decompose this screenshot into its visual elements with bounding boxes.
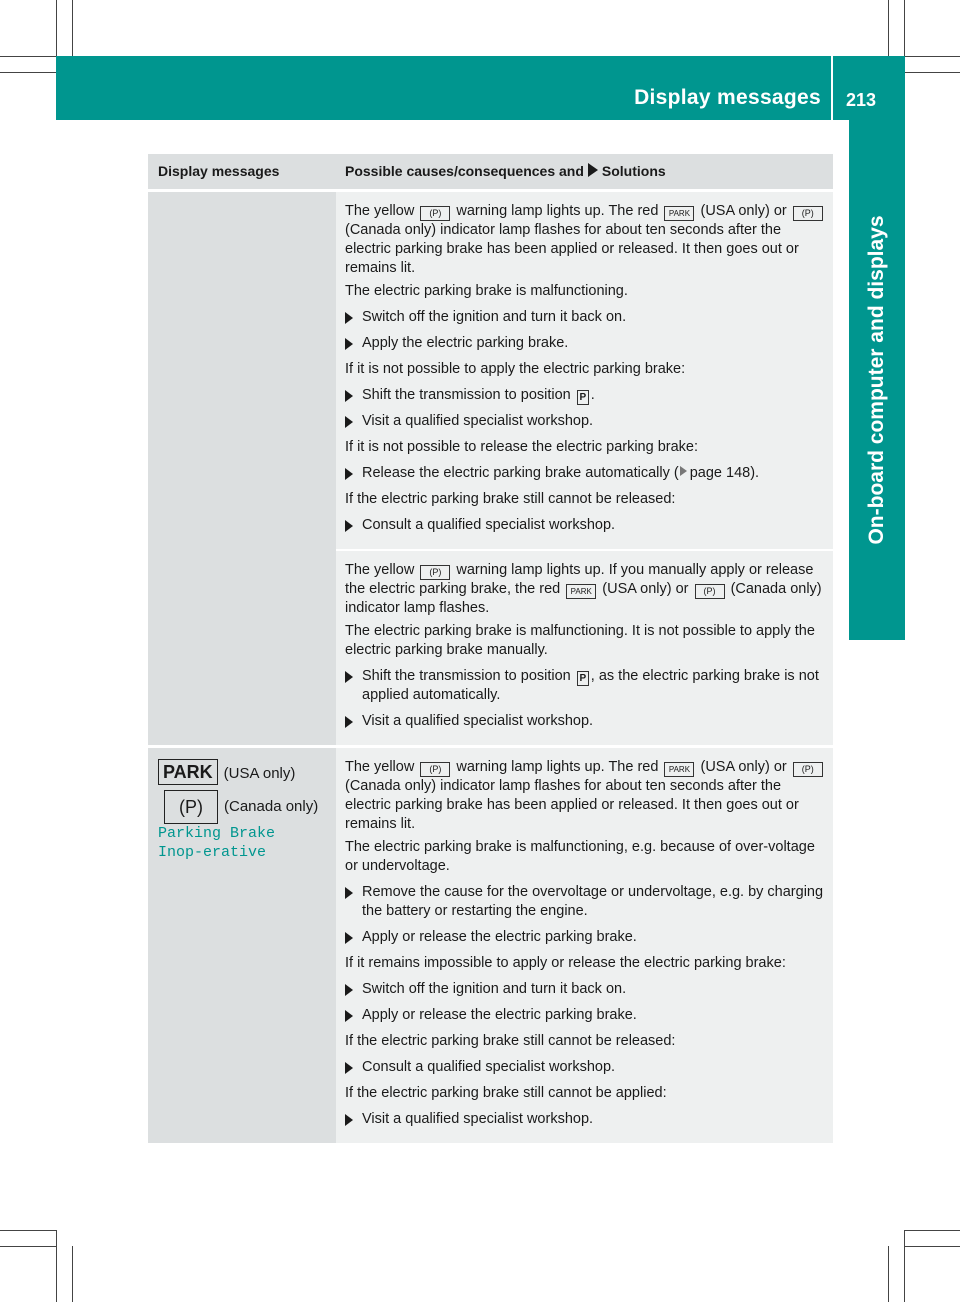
- paragraph: If it is not possible to apply the electric parking brake:: [345, 361, 686, 377]
- instruction-step: Visit a qualified specialist workshop.: [345, 412, 825, 431]
- crop-mark: [0, 1246, 56, 1247]
- step-arrow-icon: [345, 1114, 353, 1126]
- instruction-step: Apply or release the electric parking brake.: [345, 928, 825, 947]
- solution-cell: [336, 191, 833, 747]
- instruction-step: Switch off the ignition and turn it back on.: [345, 308, 825, 327]
- col-display-messages: Display messages: [148, 154, 336, 191]
- paragraph: The electric parking brake is malfunctioning. It is not possible to apply the electric parking brake manually.: [345, 623, 815, 658]
- step-arrow-icon: [345, 887, 353, 899]
- instruction-step: Consult a qualified specialist workshop.: [345, 1058, 825, 1077]
- paragraph: If the electric parking brake still cannot be released:: [345, 491, 676, 507]
- paragraph: The yellow (P) warning lamp lights up. If you manually apply or release the electric parking brake, the red PARK (USA only) or (P) (Canada only) indicator lamp flashes.: [345, 562, 822, 616]
- step-arrow-icon: [345, 520, 353, 532]
- table-header-row: [148, 154, 833, 191]
- step-arrow-icon: [345, 932, 353, 944]
- page-header: [56, 56, 905, 120]
- instruction-step: Remove the cause for the overvoltage or undervoltage, e.g. by charging the battery or restarting the engine.: [345, 883, 825, 921]
- crop-mark: [888, 1246, 889, 1302]
- crop-mark: [0, 56, 56, 57]
- paragraph: If it is not possible to release the electric parking brake:: [345, 439, 699, 455]
- paragraph: If the electric parking brake still cannot be applied:: [345, 1085, 667, 1101]
- solution-segment: [336, 192, 833, 549]
- side-tab-label: On-board computer and displays: [865, 215, 888, 545]
- instruction-step: Visit a qualified specialist workshop.: [345, 1110, 825, 1129]
- instruction-step: Apply the electric parking brake.: [345, 334, 825, 353]
- step-arrow-icon: [345, 468, 353, 480]
- header-divider: [831, 56, 833, 120]
- brake-warning-icon: (P): [420, 565, 450, 580]
- instruction-step: Switch off the ignition and turn it back on.: [345, 980, 825, 999]
- crop-mark: [904, 1230, 905, 1302]
- crop-mark: [72, 1246, 73, 1302]
- paragraph: If it remains impossible to apply or release the electric parking brake:: [345, 955, 786, 971]
- instruction-step: Consult a qualified specialist workshop.: [345, 516, 825, 535]
- step-arrow-icon: [345, 312, 353, 324]
- instruction-step: Shift the transmission to position P .: [345, 386, 825, 405]
- page-ref-link[interactable]: page 148).: [689, 465, 760, 481]
- instruction-step: Visit a qualified specialist workshop.: [345, 712, 825, 731]
- solution-segment: [336, 549, 833, 745]
- display-messages-table: [148, 154, 833, 1143]
- indicator-labels: PARK (USA only) (P) (Canada only): [158, 758, 328, 824]
- crop-mark: [888, 0, 889, 56]
- park-indicator-icon: PARK: [664, 206, 694, 221]
- step-arrow-icon: [345, 716, 353, 728]
- page-number: 213: [846, 90, 877, 110]
- gear-p-icon: P: [577, 390, 589, 405]
- instruction-step: Release the electric parking brake automatically ( page 148).: [345, 464, 825, 483]
- brake-indicator-icon: (P): [695, 584, 725, 599]
- instruction-step: Apply or release the electric parking brake.: [345, 1006, 825, 1025]
- gear-p-icon: P: [577, 671, 589, 686]
- display-message-cell: [148, 191, 336, 747]
- park-indicator-icon: PARK: [664, 762, 694, 777]
- arrow-right-icon: [588, 163, 598, 177]
- instruction-step: Shift the transmission to position P , as the electric parking brake is not applied automatically.: [345, 667, 825, 705]
- crop-mark: [905, 72, 960, 73]
- paragraph: The yellow (P) warning lamp lights up. The red PARK (USA only) or (P) (Canada only) indicator lamp flashes for about ten seconds after the electric parking brake has been applied or released. It then goes out or remains lit.: [345, 758, 825, 834]
- step-arrow-icon: [345, 671, 353, 683]
- brake-indicator-icon: (P): [793, 206, 823, 221]
- display-message-cell: [148, 747, 336, 1144]
- brake-lamp-icon: (P): [164, 790, 218, 824]
- crop-mark: [905, 1230, 960, 1231]
- brake-warning-icon: (P): [420, 762, 450, 777]
- step-arrow-icon: [345, 1062, 353, 1074]
- crop-mark: [905, 56, 960, 57]
- step-arrow-icon: [345, 390, 353, 402]
- display-message-text: Parking Brake Inop‐erative: [158, 825, 276, 861]
- park-indicator-icon: PARK: [566, 584, 596, 599]
- table-row: [148, 747, 833, 1144]
- step-arrow-icon: [345, 416, 353, 428]
- crop-mark: [0, 72, 56, 73]
- crop-mark: [72, 0, 73, 56]
- col-causes-solutions: Possible causes/consequences and Solutions: [336, 154, 833, 191]
- brake-warning-icon: (P): [420, 206, 450, 221]
- step-arrow-icon: [345, 338, 353, 350]
- crop-mark: [0, 1230, 56, 1231]
- step-arrow-icon: [345, 984, 353, 996]
- step-arrow-icon: [345, 1010, 353, 1022]
- paragraph: The electric parking brake is malfunctioning, e.g. because of over-voltage or undervoltage.: [345, 839, 815, 874]
- crop-mark: [905, 1246, 960, 1247]
- park-lamp-icon: PARK: [158, 759, 218, 785]
- brake-indicator-icon: (P): [793, 762, 823, 777]
- paragraph: The yellow (P) warning lamp lights up. The red PARK (USA only) or (P) (Canada only) indicator lamp flashes for about ten seconds after the electric parking brake has been applied or released. It then goes out or remains lit.: [345, 202, 825, 278]
- paragraph: The electric parking brake is malfunctioning.: [345, 283, 628, 299]
- page-ref-icon: [680, 466, 687, 476]
- table-row: [148, 191, 833, 747]
- side-tab: [849, 120, 905, 640]
- paragraph: If the electric parking brake still cannot be released:: [345, 1033, 676, 1049]
- solution-cell: [336, 747, 833, 1144]
- crop-mark: [56, 1230, 57, 1302]
- section-title: Display messages: [634, 86, 821, 109]
